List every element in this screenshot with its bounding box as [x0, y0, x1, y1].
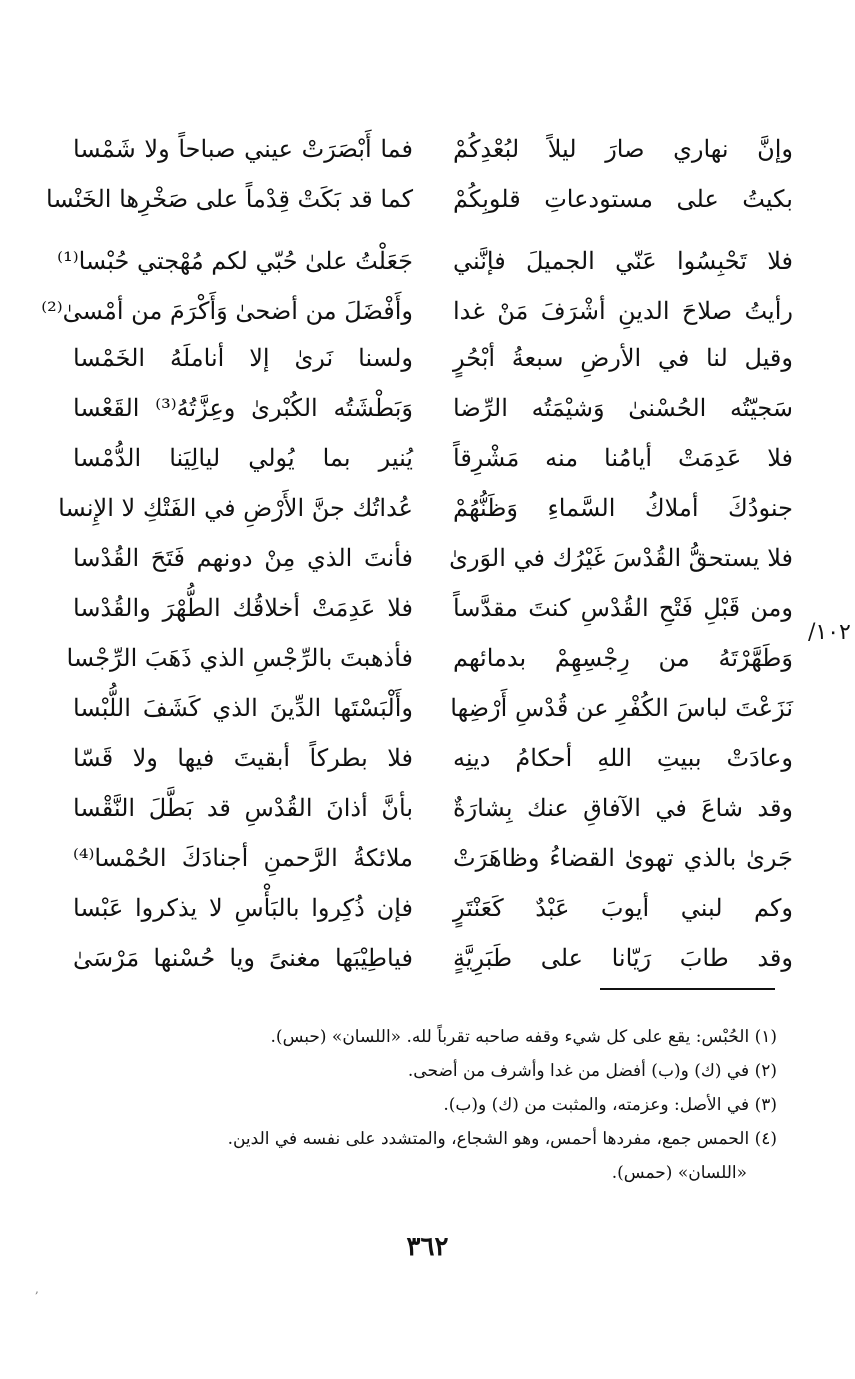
- footnote-4: (٤) الحمس جمع، مفردها أحمس، وهو الشجاع، والمتشدد على نفسه في الدين.: [227, 1129, 777, 1149]
- verse-second-hemistich: وأَلْبَسْتَها الدِّينَ الذي كَشَفَ اللُّبْسا: [73, 694, 413, 722]
- verse-first-hemistich: رأيتُ صلاحَ الدينِ أشْرَفَ مَنْ غدا: [453, 297, 793, 325]
- verse-second-hemistich: فإن ذُكِروا بالبَأْسِ لا يذكروا عَبْسا: [73, 894, 413, 922]
- verse-first-hemistich: فلا تَحْبِسُوا عَنّي الجميلَ فإنَّني: [453, 247, 793, 275]
- verse-line: [73, 533, 793, 583]
- verse-line: [73, 783, 793, 833]
- poem-block-2: [41, 236, 793, 336]
- scan-mark: ,: [35, 1282, 39, 1296]
- verse-second-hemistich: يُنير بما يُولي ليالِيَنا الدُّمْسا: [73, 444, 413, 472]
- page-number: ٣٦٢: [406, 1232, 449, 1262]
- verse-line: [73, 383, 793, 433]
- verse-line: [73, 933, 793, 983]
- verse-line: [57, 236, 793, 286]
- verse-first-hemistich: وكم لبني أيوبَ عَبْدٌ كَعَنْتَرٍ: [453, 894, 793, 922]
- verse-first-hemistich: وَطَهَّرْتَهُ من رِجْسِهِمْ بدمائهم: [453, 644, 793, 672]
- footnote-1: (١) الحُبْس: يقع على كل شيء وقفه صاحبه تقرباً لله. «اللسان» (حبس).: [270, 1027, 777, 1047]
- verse-first-hemistich: وعادَتْ ببيتِ اللهِ أحكامُ دينِه: [453, 744, 793, 772]
- verse-line: [73, 333, 793, 383]
- footnote-4-continuation: «اللسان» (حمس).: [611, 1163, 747, 1183]
- manuscript-folio-marker: ١٠٢/: [808, 620, 851, 645]
- verse-second-hemistich: فلا عَدِمَتْ أخلاقُك الطُّهْرَ والقُدْسا: [73, 594, 413, 622]
- verse-first-hemistich: وقيل لنا في الأرضِ سبعةُ أبْحُرٍ: [453, 344, 793, 372]
- poem-block-3: [58, 333, 793, 983]
- verse-first-hemistich: وقد شاعَ في الآفاقِ عنك بِشارَةٌ: [453, 794, 793, 822]
- footnote-3: (٣) في الأصل: وعزمته، والمثبت من (ك) و(ب).: [443, 1095, 777, 1115]
- verse-first-hemistich: جَرىٰ بالذي تهوىٰ القضاءُ وظاهَرَتْ: [453, 844, 793, 872]
- footnotes: [77, 1020, 777, 1190]
- footnote-2: (٢) في (ك) و(ب) أفضل من غدا وأشرف من أضحى.: [407, 1061, 777, 1081]
- verse-second-hemistich: فلا بطركاً أبقيتَ فيها ولا قَسّا: [73, 744, 413, 772]
- verse-second-hemistich: عُداتُك جنَّ الأَرْضِ في الفَتْكِ لا الإِنسا: [58, 494, 413, 522]
- verse-line: [58, 483, 793, 533]
- verse-second-hemistich: جَعَلْتُ علىٰ حُبّي لكم مُهْجتي حُبْسا⁽¹⁾: [57, 247, 413, 275]
- verse-second-hemistich: فأنتَ الذي مِنْ دونهم فَتَحَ القُدْسا: [73, 544, 413, 572]
- verse-second-hemistich: وأَفْضَلَ من أضحىٰ وَأَكْرَمَ من أمْسىٰ⁽²⁾: [41, 297, 413, 325]
- verse-second-hemistich: ولسنا نَرىٰ إلا أناملَهُ الخَمْسا: [73, 344, 413, 372]
- verse-second-hemistich: ملائكةُ الرَّحمنِ أجنادَكَ الحُمْسا⁽⁴⁾: [73, 844, 413, 872]
- verse-second-hemistich: بأنَّ أذانَ القُدْسِ قد بَطَّلَ النَّقْسا: [73, 794, 413, 822]
- verse-second-hemistich: فأذهبتَ بالرِّجْسِ الذي ذَهَبَ الرِّجْسا: [66, 644, 413, 672]
- verse-second-hemistich: فياطِيْبَها مغنىً ويا حُسْنها مَرْسَىٰ: [73, 944, 413, 972]
- verse-first-hemistich: سَجيّتُه الحُسْنىٰ وَشيْمَتُه الرِّضا: [453, 394, 793, 422]
- verse-line: [73, 833, 793, 883]
- verse-first-hemistich: بكيتُ على مستودعاتِ قلوبِكُمْ: [453, 185, 793, 213]
- verse-line: [46, 174, 793, 224]
- verse-line: [73, 733, 793, 783]
- verse-first-hemistich: نَزَعْتَ لباسَ الكُفْرِ عن قُدْسِ أَرْضِها: [450, 694, 793, 722]
- verse-second-hemistich: وَبَطْشَتُه الكُبْرىٰ وعِزَّتُهُ⁽³⁾ القَعْسا: [73, 394, 413, 422]
- verse-line: [73, 883, 793, 933]
- footnote-separator: [600, 988, 775, 990]
- verse-first-hemistich: جنودُكَ أملاكُ السَّماءِ وَظَنُّهُمْ: [453, 494, 793, 522]
- verse-first-hemistich: فلا عَدِمَتْ أيامُنا منه مَشْرِقاً: [453, 444, 793, 472]
- verse-line: [41, 286, 793, 336]
- verse-first-hemistich: فلا يستحقُّ القُدْسَ غَيْرُك في الوَرىٰ: [449, 544, 793, 572]
- verse-first-hemistich: وقد طابَ رَيّانا على طَبَرِيَّةٍ: [453, 944, 793, 972]
- verse-line: [73, 583, 793, 633]
- verse-second-hemistich: فما أَبْصَرَتْ عيني صباحاً ولا شَمْسا: [73, 135, 413, 163]
- verse-line: [73, 433, 793, 483]
- verse-first-hemistich: ومن قَبْلِ فَتْحِ القُدْسِ كنتَ مقدَّساً: [453, 594, 793, 622]
- verse-second-hemistich: كما قد بَكَتْ قِدْماً على صَخْرِها الخَنْسا: [46, 185, 413, 213]
- verse-line: [73, 124, 793, 174]
- poem-block-1: [46, 124, 793, 224]
- verse-line: [73, 683, 793, 733]
- verse-first-hemistich: وإنَّ نهاري صارَ ليلاً لبُعْدِكُمْ: [453, 135, 793, 163]
- verse-line: [66, 633, 793, 683]
